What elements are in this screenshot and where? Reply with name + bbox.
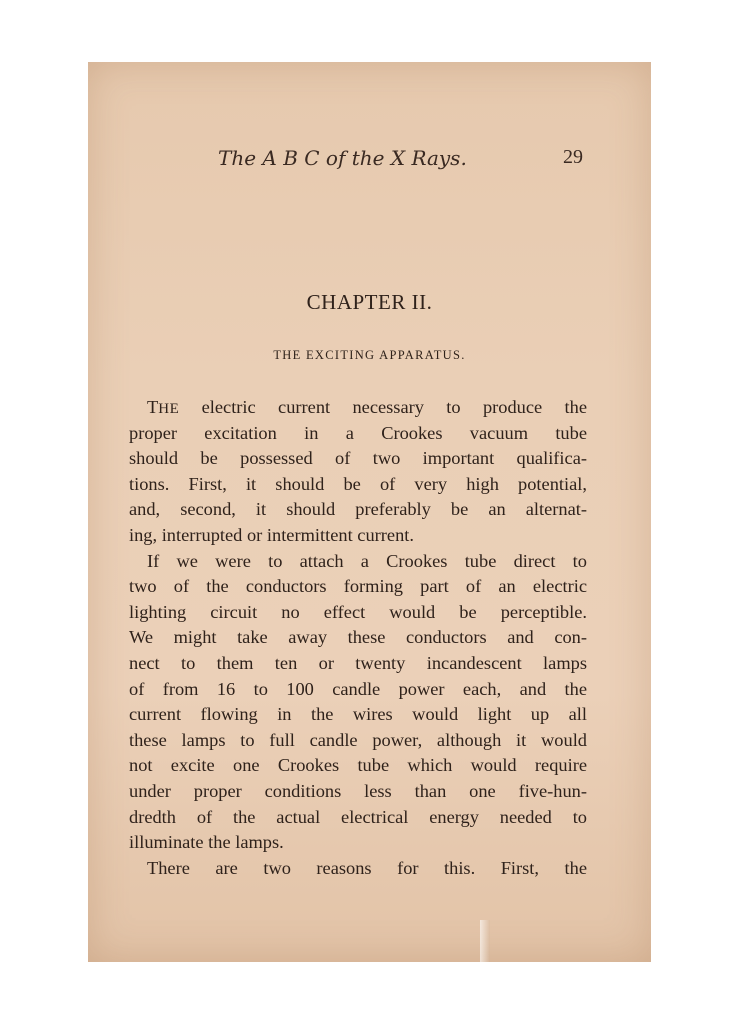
text-line: If we were to attach a Crookes tube direct to xyxy=(147,550,587,571)
page-number: 29 xyxy=(563,146,583,168)
text-line: nect to them ten or twenty incandescent lamps xyxy=(129,652,587,673)
body-text xyxy=(129,395,587,881)
text-line: ing, interrupted or intermittent current. xyxy=(129,524,414,545)
page-fold-mark xyxy=(480,920,490,962)
chapter-title: CHAPTER II. xyxy=(306,290,433,314)
first-word xyxy=(147,397,179,417)
first-word-small-caps: HE xyxy=(158,401,180,417)
text-line: two of the conductors forming part of an electric xyxy=(129,576,587,597)
book-page xyxy=(88,62,651,962)
running-title: The A B C of the X Rays. xyxy=(218,146,467,170)
text-line: and, second, it should preferably be an alternat- xyxy=(129,499,587,520)
text-line-content: electric current necessary to produce the xyxy=(201,397,587,417)
text-line: There are two reasons for this. First, the xyxy=(147,857,587,878)
text-line: dredth of the actual electrical energy needed to xyxy=(129,806,587,827)
first-word-capital: T xyxy=(147,397,159,417)
text-line: under proper conditions less than one five-hun- xyxy=(129,780,587,801)
chapter-subtitle: THE EXCITING APPARATUS. xyxy=(273,348,466,362)
text-line: not excite one Crookes tube which would require xyxy=(129,755,587,776)
text-line: lighting circuit no effect would be perceptible. xyxy=(129,601,587,622)
text-line: proper excitation in a Crookes vacuum tube xyxy=(129,422,587,443)
text-line: of from 16 to 100 candle power each, and the xyxy=(129,678,587,699)
text-line: current flowing in the wires would light up all xyxy=(129,704,587,725)
text-line xyxy=(129,395,587,421)
text-line: illuminate the lamps. xyxy=(129,832,284,853)
text-line: should be possessed of two important qualifica- xyxy=(129,448,587,469)
text-line: these lamps to full candle power, although it would xyxy=(129,729,587,750)
text-line: We might take away these conductors and con- xyxy=(129,627,587,648)
text-line: tions. First, it should be of very high potential, xyxy=(129,473,587,494)
